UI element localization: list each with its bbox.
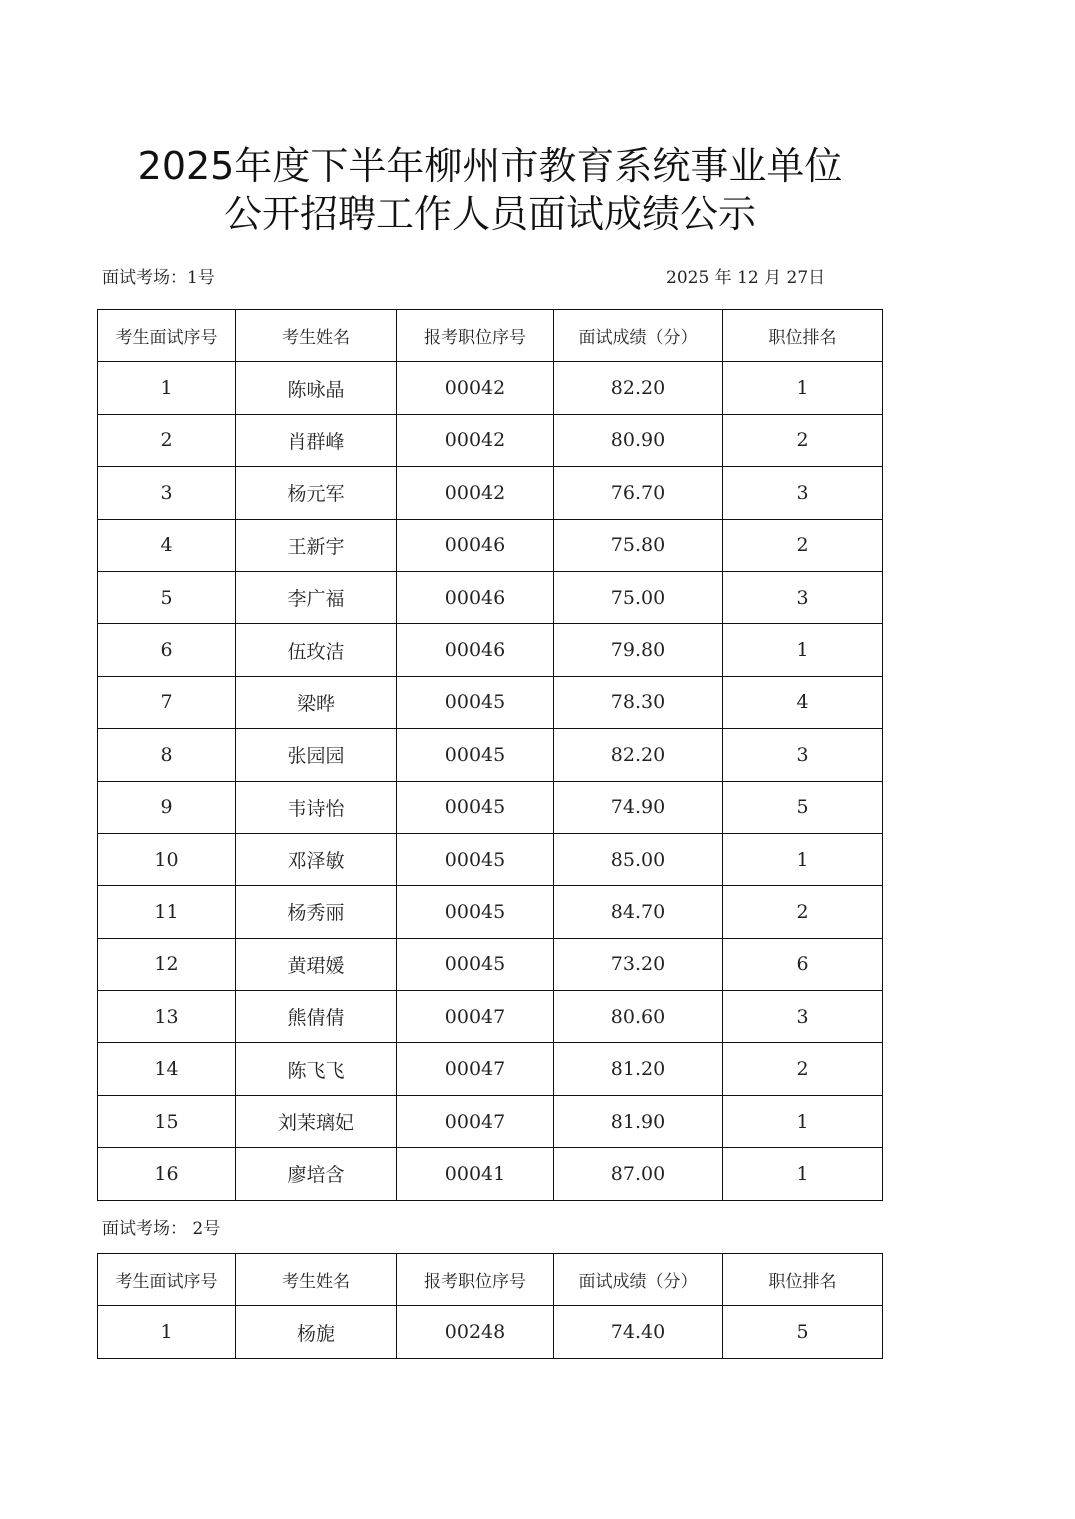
room-2-score-table bbox=[97, 1253, 883, 1359]
cell-score: 82.20 bbox=[554, 729, 723, 781]
cell-name: 熊倩倩 bbox=[236, 991, 397, 1043]
cell-name: 刘茉璃妃 bbox=[236, 1095, 397, 1147]
cell-seq: 11 bbox=[98, 886, 236, 938]
cell-position: 00042 bbox=[397, 362, 554, 414]
cell-name: 黄珺媛 bbox=[236, 938, 397, 990]
cell-rank: 5 bbox=[723, 1306, 883, 1358]
cell-score: 81.90 bbox=[554, 1095, 723, 1147]
table-row bbox=[98, 729, 883, 781]
room-1-score-table bbox=[97, 309, 883, 1201]
table-row bbox=[98, 624, 883, 676]
table-row bbox=[98, 676, 883, 728]
cell-rank: 1 bbox=[723, 1148, 883, 1200]
cell-position: 00248 bbox=[397, 1306, 554, 1358]
header-position: 报考职位序号 bbox=[397, 1254, 554, 1306]
cell-seq: 4 bbox=[98, 519, 236, 571]
publish-date: 2025 年 12 月 27日 bbox=[666, 268, 826, 288]
cell-seq: 7 bbox=[98, 676, 236, 728]
cell-name: 陈咏晶 bbox=[236, 362, 397, 414]
page-title-line-1: 2025年度下半年柳州市教育系统事业单位 bbox=[137, 144, 843, 188]
cell-position: 00047 bbox=[397, 1043, 554, 1095]
cell-rank: 3 bbox=[723, 571, 883, 623]
cell-seq: 16 bbox=[98, 1148, 236, 1200]
table-row bbox=[98, 1306, 883, 1358]
cell-name: 邓泽敏 bbox=[236, 833, 397, 885]
cell-score: 75.80 bbox=[554, 519, 723, 571]
table-header-row bbox=[98, 1254, 883, 1306]
cell-name: 王新宇 bbox=[236, 519, 397, 571]
cell-position: 00046 bbox=[397, 624, 554, 676]
cell-score: 80.60 bbox=[554, 991, 723, 1043]
cell-position: 00041 bbox=[397, 1148, 554, 1200]
cell-position: 00045 bbox=[397, 886, 554, 938]
cell-rank: 2 bbox=[723, 1043, 883, 1095]
cell-score: 80.90 bbox=[554, 414, 723, 466]
cell-score: 82.20 bbox=[554, 362, 723, 414]
table-row bbox=[98, 571, 883, 623]
table-row bbox=[98, 362, 883, 414]
cell-name: 李广福 bbox=[236, 571, 397, 623]
table-row bbox=[98, 781, 883, 833]
table-header-row bbox=[98, 310, 883, 362]
header-seq: 考生面试序号 bbox=[98, 310, 236, 362]
cell-rank: 1 bbox=[723, 1095, 883, 1147]
header-name: 考生姓名 bbox=[236, 310, 397, 362]
cell-rank: 4 bbox=[723, 676, 883, 728]
cell-name: 杨秀丽 bbox=[236, 886, 397, 938]
cell-seq: 12 bbox=[98, 938, 236, 990]
cell-name: 肖群峰 bbox=[236, 414, 397, 466]
cell-seq: 3 bbox=[98, 467, 236, 519]
page-title-line-2: 公开招聘工作人员面试成绩公示 bbox=[223, 192, 756, 236]
cell-rank: 1 bbox=[723, 624, 883, 676]
cell-score: 75.00 bbox=[554, 571, 723, 623]
cell-rank: 2 bbox=[723, 886, 883, 938]
header-position: 报考职位序号 bbox=[397, 310, 554, 362]
cell-rank: 2 bbox=[723, 519, 883, 571]
cell-position: 00045 bbox=[397, 781, 554, 833]
table-row bbox=[98, 414, 883, 466]
header-rank: 职位排名 bbox=[723, 310, 883, 362]
cell-name: 陈飞飞 bbox=[236, 1043, 397, 1095]
header-name: 考生姓名 bbox=[236, 1254, 397, 1306]
cell-name: 杨旎 bbox=[236, 1306, 397, 1358]
cell-position: 00045 bbox=[397, 729, 554, 781]
cell-score: 76.70 bbox=[554, 467, 723, 519]
cell-rank: 3 bbox=[723, 467, 883, 519]
cell-score: 87.00 bbox=[554, 1148, 723, 1200]
cell-name: 杨元军 bbox=[236, 467, 397, 519]
cell-seq: 10 bbox=[98, 833, 236, 885]
cell-position: 00046 bbox=[397, 571, 554, 623]
cell-name: 梁晔 bbox=[236, 676, 397, 728]
header-rank: 职位排名 bbox=[723, 1254, 883, 1306]
cell-seq: 9 bbox=[98, 781, 236, 833]
header-seq: 考生面试序号 bbox=[98, 1254, 236, 1306]
cell-position: 00046 bbox=[397, 519, 554, 571]
cell-rank: 3 bbox=[723, 991, 883, 1043]
cell-name: 伍玫洁 bbox=[236, 624, 397, 676]
cell-position: 00047 bbox=[397, 991, 554, 1043]
header-score: 面试成绩（分） bbox=[554, 1254, 723, 1306]
cell-seq: 13 bbox=[98, 991, 236, 1043]
cell-seq: 14 bbox=[98, 1043, 236, 1095]
table-row bbox=[98, 1095, 883, 1147]
cell-score: 79.80 bbox=[554, 624, 723, 676]
cell-name: 张园园 bbox=[236, 729, 397, 781]
cell-name: 廖培含 bbox=[236, 1148, 397, 1200]
table-row bbox=[98, 886, 883, 938]
cell-score: 84.70 bbox=[554, 886, 723, 938]
cell-seq: 1 bbox=[98, 362, 236, 414]
cell-seq: 15 bbox=[98, 1095, 236, 1147]
table-row bbox=[98, 467, 883, 519]
table-row bbox=[98, 938, 883, 990]
cell-seq: 5 bbox=[98, 571, 236, 623]
cell-position: 00045 bbox=[397, 938, 554, 990]
cell-score: 85.00 bbox=[554, 833, 723, 885]
cell-rank: 6 bbox=[723, 938, 883, 990]
table-row bbox=[98, 1148, 883, 1200]
cell-score: 74.40 bbox=[554, 1306, 723, 1358]
cell-score: 81.20 bbox=[554, 1043, 723, 1095]
room-1-label: 面试考场：1号 bbox=[102, 268, 215, 288]
cell-rank: 1 bbox=[723, 362, 883, 414]
cell-position: 00042 bbox=[397, 414, 554, 466]
cell-seq: 2 bbox=[98, 414, 236, 466]
cell-seq: 6 bbox=[98, 624, 236, 676]
cell-rank: 2 bbox=[723, 414, 883, 466]
table-row bbox=[98, 991, 883, 1043]
cell-score: 73.20 bbox=[554, 938, 723, 990]
header-score: 面试成绩（分） bbox=[554, 310, 723, 362]
cell-seq: 8 bbox=[98, 729, 236, 781]
table-row bbox=[98, 833, 883, 885]
cell-rank: 1 bbox=[723, 833, 883, 885]
cell-rank: 3 bbox=[723, 729, 883, 781]
cell-position: 00042 bbox=[397, 467, 554, 519]
cell-position: 00045 bbox=[397, 676, 554, 728]
cell-rank: 5 bbox=[723, 781, 883, 833]
cell-seq: 1 bbox=[98, 1306, 236, 1358]
table-row bbox=[98, 1043, 883, 1095]
room-2-label: 面试考场： 2号 bbox=[102, 1219, 221, 1239]
table-row bbox=[98, 519, 883, 571]
cell-name: 韦诗怡 bbox=[236, 781, 397, 833]
cell-position: 00047 bbox=[397, 1095, 554, 1147]
cell-score: 74.90 bbox=[554, 781, 723, 833]
cell-score: 78.30 bbox=[554, 676, 723, 728]
cell-position: 00045 bbox=[397, 833, 554, 885]
